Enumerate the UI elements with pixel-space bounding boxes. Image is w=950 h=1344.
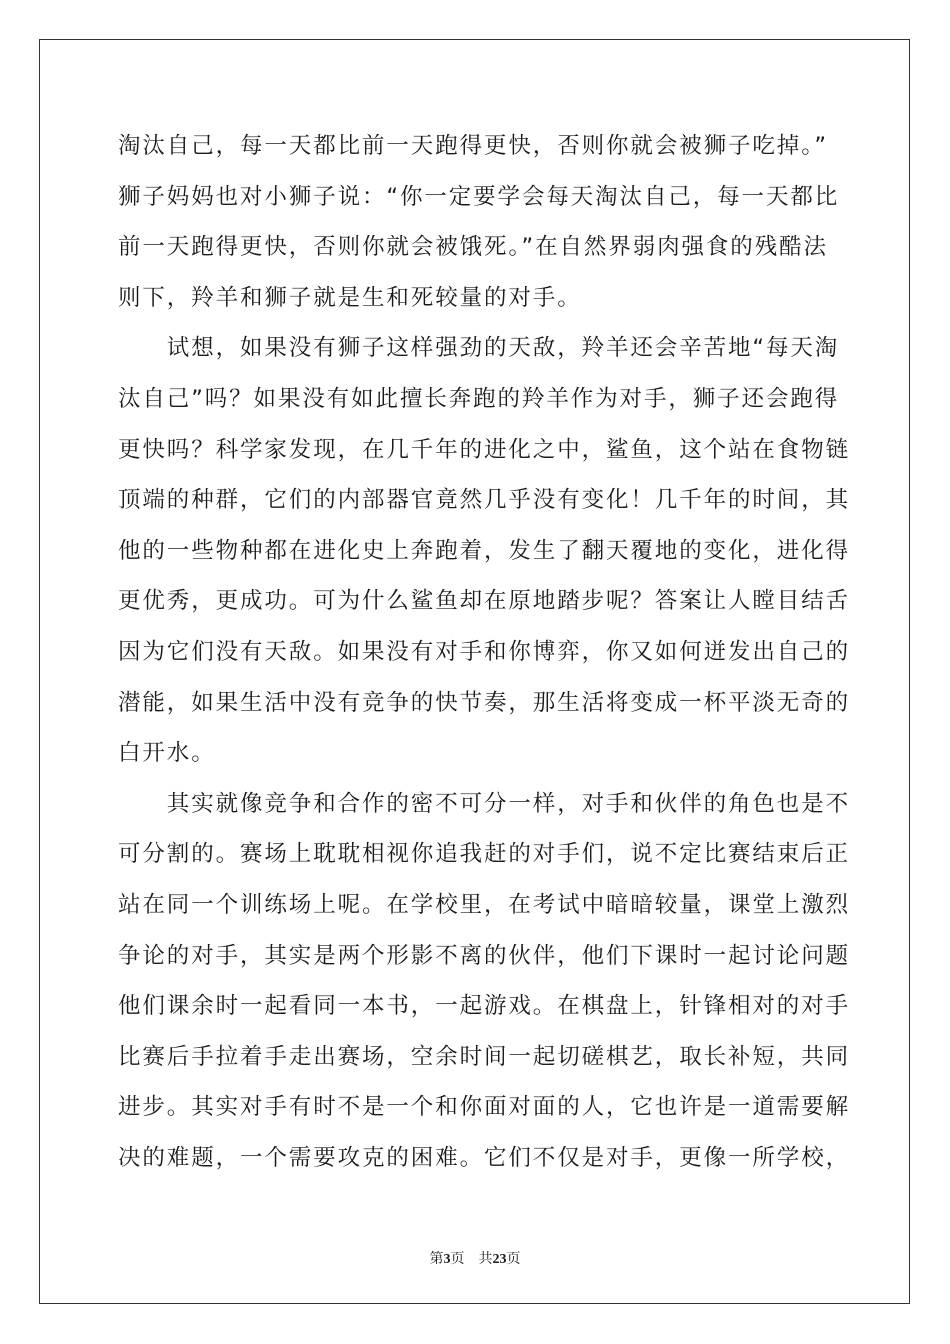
text-line: 可分割的。赛场上耽耽相视你追我赶的对手们，说不定比赛结束后正 (118, 841, 851, 868)
text-line: 试想，如果没有狮子这样强劲的天敌，羚羊还会辛苦地“每天淘 (118, 335, 840, 362)
body-text (118, 121, 851, 1183)
text-line: 站在同一个训练场上呢。在学校里，在考试中暗暗较量，课堂上激烈 (118, 891, 851, 918)
text-line: 他们课余时一起看同一本书，一起游戏。在棋盘上，针锋相对的对手 (118, 993, 851, 1020)
page-footer (0, 1248, 950, 1268)
text-line: 比赛后手拉着手走出赛场，空余时间一起切磋棋艺，取长补短，共同 (118, 1043, 851, 1070)
text-line: 决的难题，一个需要攻克的困难。它们不仅是对手，更像一所学校， (118, 1144, 851, 1171)
page-number: 3 (443, 1252, 451, 1267)
total-label-prefix: 共 (478, 1252, 493, 1267)
text-line: 狮子妈妈也对小狮子说：“你一定要学会每天淘汰自己，每一天都比 (118, 183, 840, 210)
text-line: 其实就像竞争和合作的密不可分一样，对手和伙伴的角色也是不 (118, 790, 851, 817)
page-label-suffix: 页 (450, 1252, 465, 1267)
text-line: 白开水。 (118, 740, 216, 767)
text-line: 他的一些物种都在进化史上奔跑着，发生了翻天覆地的变化，进化得 (118, 537, 851, 564)
text-line: 则下，羚羊和狮子就是生和死较量的对手。 (118, 284, 582, 311)
text-line: 前一天跑得更快，否则你就会被饿死。”在自然界弱肉强食的残酷法 (118, 234, 828, 261)
text-line: 更快吗？科学家发现，在几千年的进化之中，鲨鱼，这个站在食物链 (118, 436, 851, 463)
text-line: 进步。其实对手有时不是一个和你面对面的人，它也许是一道需要解 (118, 1094, 851, 1121)
text-line: 潜能，如果生活中没有竞争的快节奏，那生活将变成一杯平淡无奇的 (118, 689, 851, 716)
text-line: 顶端的种群，它们的内部器官竟然几乎没有变化！几千年的时间，其 (118, 487, 851, 514)
text-line: 因为它们没有天敌。如果没有对手和你博弈，你又如何迸发出自己的 (118, 638, 851, 665)
text-line: 更优秀，更成功。可为什么鲨鱼却在原地踏步呢？答案让人瞠目结舌 (118, 588, 851, 615)
text-line: 汰自己”吗？如果没有如此擅长奔跑的羚羊作为对手，狮子还会跑得 (118, 385, 840, 412)
page-label-prefix: 第 (429, 1252, 444, 1267)
total-label-suffix: 页 (506, 1252, 521, 1267)
text-line: 争论的对手，其实是两个形影不离的伙伴，他们下课时一起讨论问题 (118, 942, 851, 969)
total-pages: 23 (492, 1252, 507, 1267)
text-line: 淘汰自己，每一天都比前一天跑得更快，否则你就会被狮子吃掉。” (118, 133, 828, 159)
